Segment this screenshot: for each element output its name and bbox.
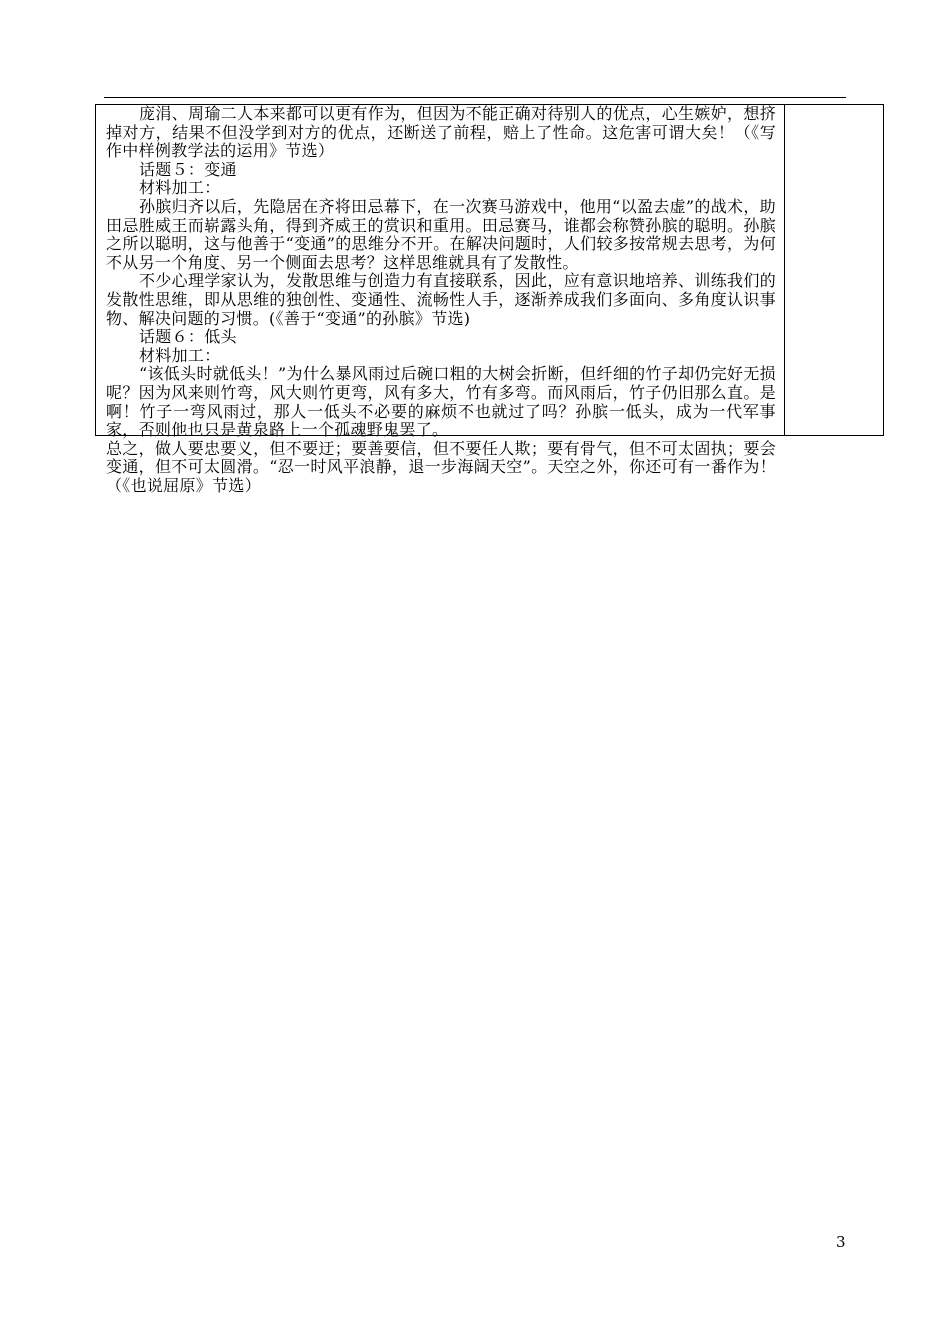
paragraph-bamboo: “该低头时就低头！”为什么暴风雨过后碗口粗的大树会折断，但纤细的竹子却仍完好无损呢？因为风来则竹弯，风大则竹更弯，风有多大，竹有多弯。而风雨后，竹子仍旧那么直。是啊！竹子一弯风雨过，那人一低头不必要的麻烦不也就过了吗？孙膑一低头，成为一代军事家，否则他也只是黄泉路上一个孤魂野鬼罢了。 — [106, 364, 776, 440]
header-rule — [104, 97, 846, 98]
paragraph-sun-bin-horse-race: 孙膑归齐以后，先隐居在齐将田忌幕下，在一次赛马游戏中，他用“以盈去虚”的战术，助田忌胜威王而崭露头角，得到齐威王的赏识和重用。田忌赛马，谁都会称赞孙膑的聪明。孙膑之所以聪明，这与他善于“变通”的思维分不开。在解决问题时，人们较多按常规去思考，为何不从另一个角度、另一个侧面去思考？这样思维就具有了发散性。 — [106, 196, 776, 272]
topic-6-heading: 话题６：低头 — [139, 327, 237, 347]
page-number: 3 — [836, 1233, 846, 1251]
main-text-cell — [106, 105, 776, 495]
paragraph-pang-juan-zhou-yu: 庞涓、周瑜二人本来都可以更有作为，但因为不能正确对待别人的优点，心生嫉妒，想挤掉对方，结果不但没学到对方的优点，还断送了前程，赔上了性命。这危害可谓大矣！（《写作中样例教学法的运用》节选） — [106, 104, 776, 161]
content-table — [95, 104, 884, 495]
material-label-topic-5: 材料加工： — [139, 178, 221, 198]
column-divider — [784, 105, 785, 435]
paragraph-divergent-thinking: 不少心理学家认为，发散思维与创造力有直接联系，因此，应有意识地培养、训练我们的发散性思维，即从思维的独创性、变通性、流畅性人手，逐渐养成我们多面向、多角度认识事物、解决问题的习惯。(《善于“变通”的孙膑》节选) — [106, 271, 776, 328]
topic-5-heading: 话题５：变通 — [139, 159, 237, 179]
material-label-topic-6: 材料加工： — [139, 345, 221, 365]
paragraph-conclusion: 总之，做人要忠要义，但不要迂；要善要信，但不要任人欺；要有骨气，但不可太固执；要会变通，但不可太圆滑。“忍一时风平浪静，退一步海阔天空”。天空之外，你还可有一番作为！（《也说屈原》节选） — [106, 438, 776, 495]
